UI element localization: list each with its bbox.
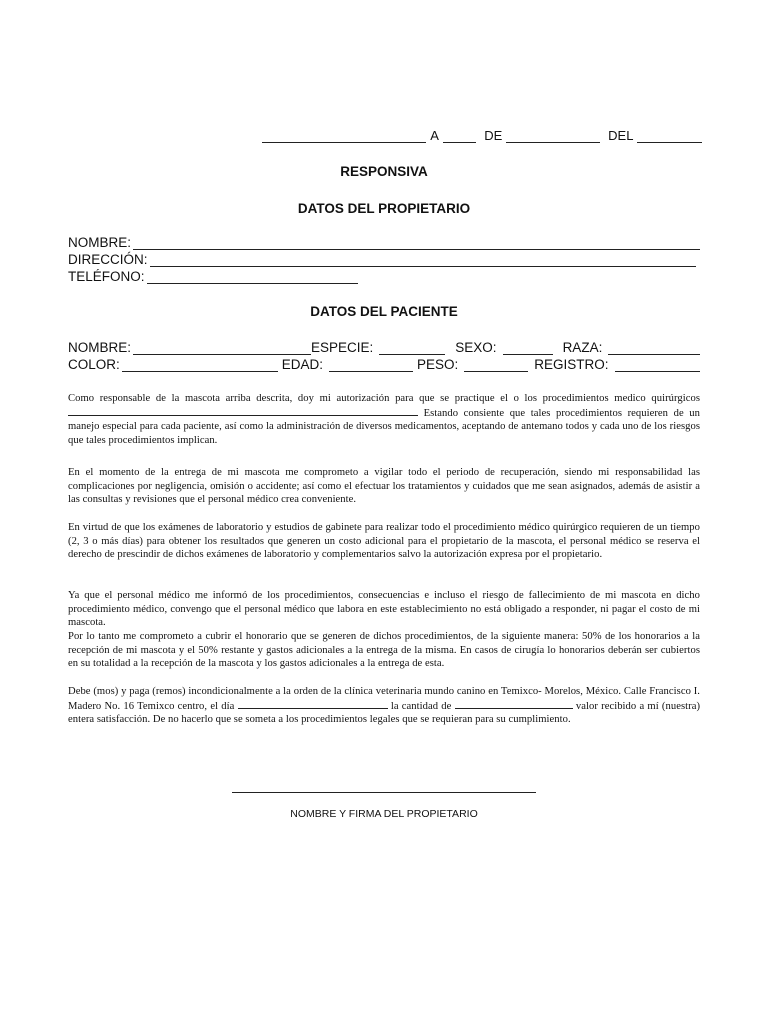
owner-phone-row	[68, 269, 358, 284]
paragraph-6-text-c: valor recibido a mí (nuestra) entera satisfacción. De no hacerlo que se someta a los procedimientos legales que se requieran para su cumplimiento.	[68, 700, 701, 726]
patient-name-field[interactable]	[133, 342, 311, 355]
date-line	[262, 128, 702, 143]
year-blank[interactable]	[637, 130, 702, 143]
paragraph-recovery: En el momento de la entrega de mi mascota me comprometo a vigilar todo el periodo de recuperación, siendo mi responsabilidad las complicaciones por negligencia, omisión o accidente; así como el efectuar los tratamientos y cuidados que me sean asignados, además de asistir a las consultas y revisiones que el personal médico crea conveniente.	[68, 467, 700, 506]
paragraph-promissory	[68, 685, 700, 727]
color-label: COLOR:	[68, 357, 120, 372]
registry-label: REGISTRO:	[534, 357, 609, 372]
patient-name-label: NOMBRE:	[68, 340, 132, 355]
date-a-label: A	[430, 128, 439, 143]
paragraph-1-text-a: Como responsable de la mascota arriba descrita, doy mi autorización para que se practique el o los procedimientos medico quirúrgicos	[68, 393, 700, 404]
owner-name-row	[68, 235, 700, 250]
date-del-label: DEL	[608, 128, 634, 143]
owner-section-heading: DATOS DEL PROPIETARIO	[297, 201, 471, 216]
patient-row-2	[68, 357, 700, 372]
species-label: ESPECIE:	[311, 340, 374, 355]
weight-label: PESO:	[417, 357, 459, 372]
amount-blank[interactable]	[455, 699, 573, 709]
month-blank[interactable]	[506, 130, 600, 143]
owner-name-field[interactable]	[133, 237, 700, 250]
paragraph-fees: Por lo tanto me comprometo a cubrir el honorario que se generen de dichos procedimientos, de la siguiente manera: 50% de los honorarios a la recepción de mi mascota y el 50% restante y gastos adicionales a la entrega de la misma. En casos de cirugía lo honorarios deberán ser cubiertos en su totalidad a la recepción de la mascota y los gastos adicionales a la entrega de esta.	[68, 631, 700, 670]
patient-row-1	[68, 340, 700, 355]
patient-section-heading: DATOS DEL PACIENTE	[310, 304, 458, 319]
place-blank[interactable]	[262, 130, 426, 143]
owner-phone-label: TELÉFONO:	[68, 269, 145, 284]
paragraph-lab-exams: En virtud de que los exámenes de laboratorio y estudios de gabinete para realizar todo el procedimiento médico quirúrgico requieren de un tiempo (2, 3 o más días) para obtener los resultados que generen un costo adicional para el propietario de la mascota, el personal médico se reserva el derecho de prescindir de dichos exámenes de laboratorio y complementarios salvo la autorización expresa por el propietario.	[68, 522, 700, 561]
owner-address-field[interactable]	[150, 254, 696, 267]
date-de-label: DE	[484, 128, 503, 143]
breed-label: RAZA:	[562, 340, 603, 355]
sex-label: SEXO:	[455, 340, 497, 355]
owner-phone-field[interactable]	[147, 271, 358, 284]
day-blank[interactable]	[443, 130, 476, 143]
species-field[interactable]	[379, 342, 445, 355]
day-of-payment-blank[interactable]	[238, 699, 388, 709]
owner-name-label: NOMBRE:	[68, 235, 132, 250]
breed-field[interactable]	[608, 342, 700, 355]
paragraph-risks: Ya que el personal médico me informó de los procedimientos, consecuencias e incluso el riesgo de fallecimiento de mi mascota en dicho procedimiento médico, convengo que el personal médico que labora en este establecimiento no está obligado a responder, ni pagar el costo de mi mascota.	[68, 590, 700, 629]
document-title: RESPONSIVA	[340, 164, 428, 179]
signature-line[interactable]	[232, 792, 536, 793]
age-label: EDAD:	[281, 357, 324, 372]
paragraph-1-text-b: Estando consiente que tales procedimientos requieren de un manejo especial para cada paciente, así como la administración de diversos medicamentos, aceptando de antemano todos y cada uno de los riesgos que tales procedimientos implican.	[68, 407, 700, 446]
age-field[interactable]	[329, 359, 413, 372]
signature-label: NOMBRE Y FIRMA DEL PROPIETARIO	[290, 808, 478, 820]
owner-address-row	[68, 252, 696, 267]
registry-field[interactable]	[615, 359, 700, 372]
paragraph-6-text-a: Debe (mos) y paga (remos) incondicionalmente a la orden de la clínica veterinaria mundo canino en Temixco- Morelos, México. Calle Francisco I. Madero No. 16 Temixco centro, el día	[68, 686, 700, 712]
procedure-blank[interactable]	[68, 406, 418, 416]
paragraph-authorization	[68, 392, 700, 447]
color-field[interactable]	[122, 359, 278, 372]
owner-address-label: DIRECCIÓN:	[68, 252, 148, 267]
sex-field[interactable]	[503, 342, 553, 355]
paragraph-6-text-b: la cantidad de	[390, 700, 452, 712]
weight-field[interactable]	[464, 359, 528, 372]
